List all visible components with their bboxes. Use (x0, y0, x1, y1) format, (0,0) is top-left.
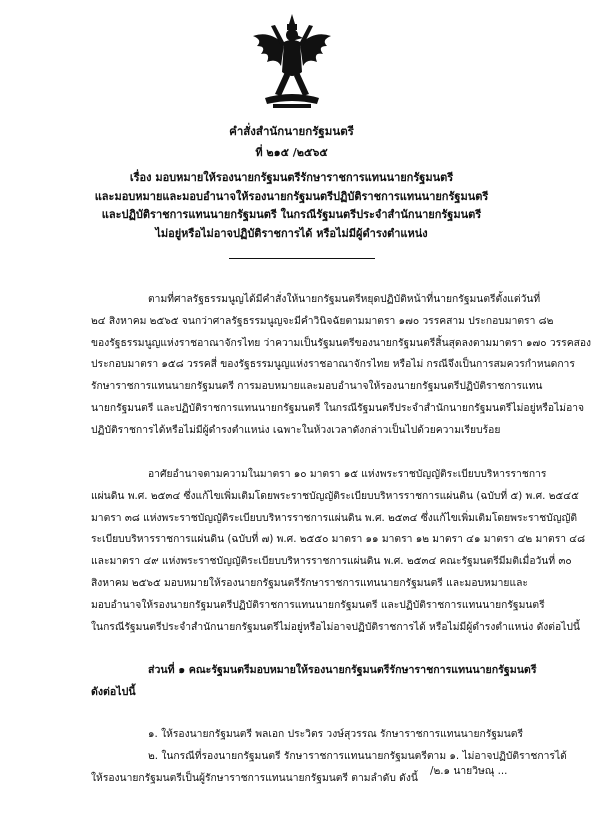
paragraph-line: รักษาราชการแทนนายกรัฐมนตรี การมอบหมายและมอบอำนาจให้รองนายกรัฐมนตรีปฏิบัติราชการแทน (91, 380, 543, 393)
subject-line: ไม่อยู่หรือไม่อาจปฏิบัติราชการได้ หรือไม่มีผู้ดำรงตำแหน่ง (155, 226, 428, 240)
paragraph-authority (91, 464, 586, 638)
subject-line: และมอบหมายและมอบอำนาจให้รองนายกรัฐมนตรีปฏิบัติราชการแทนนายกรัฐมนตรี (94, 189, 489, 203)
paragraph-line: ตามที่ศาลรัฐธรรมนูญได้มีคำสั่งให้นายกรัฐมนตรีหยุดปฏิบัติหน้าที่นายกรัฐมนตรีตั้งแต่วันที่ (148, 293, 541, 305)
items-list (91, 724, 567, 789)
paragraph-line: แผ่นดิน พ.ศ. ๒๕๓๔ ซึ่งแก้ไขเพิ่มเติมโดยพระราชบัญญัติระเบียบบริหารราชการแผ่นดิน (ฉบับที่ ๕) พ.ศ. ๒๕๔๕ (91, 489, 579, 502)
list-item: ให้รองนายกรัฐมนตรีเป็นผู้รักษาราชการแทนนายกรัฐมนตรี ตามลำดับ ดังนี้ (91, 771, 418, 784)
paragraph-line: มอบอำนาจให้รองนายกรัฐมนตรีปฏิบัติราชการแทนนายกรัฐมนตรี และปฏิบัติราชการแทนนายกรัฐมนตรี (91, 598, 545, 611)
order-number: ที่ ๒๑๕ /๒๕๖๕ (255, 146, 328, 159)
list-item: ๒. ในกรณีที่รองนายกรัฐมนตรี รักษาราชการแทนนายกรัฐมนตรีตาม ๑. ไม่อาจปฏิบัติราชการได้ (148, 749, 567, 762)
paragraph-line: และมาตรา ๔๙ แห่งพระราชบัญญัติระเบียบบริหารราชการแผ่นดิน พ.ศ. ๒๕๓๔ คณะรัฐมนตรีมีมติเมื่อวันที่ ๓๐ (91, 555, 572, 568)
section-heading-line: ดังต่อไปนี้ (91, 685, 136, 698)
divider-line (229, 258, 375, 259)
page-continuation: /๒.๑ นายวิษณุ ... (430, 765, 508, 777)
paragraph-line: ในกรณีรัฐมนตรีประจำสำนักนายกรัฐมนตรีไม่อยู่หรือไม่อาจปฏิบัติราชการได้ หรือไม่มีผู้ดำรงตำแหน่ง ดังต่อไปนี้ (91, 620, 580, 633)
paragraph-line: สิงหาคม ๒๕๖๕ มอบหมายให้รองนายกรัฐมนตรีรักษาราชการแทนนายกรัฐมนตรี และมอบหมายและ (91, 576, 528, 589)
garuda-emblem (251, 14, 333, 110)
paragraph-line: ปฏิบัติราชการได้หรือไม่มีผู้ดำรงตำแหน่ง เฉพาะในห้วงเวลาดังกล่าวเป็นไปด้วยความเรียบร้อย (91, 423, 501, 436)
subject-block (0, 169, 583, 243)
list-item: ๑. ให้รองนายกรัฐมนตรี พลเอก ประวิตร วงษ์สุวรรณ รักษาราชการแทนนายกรัฐมนตรี (148, 728, 523, 740)
section-heading-line: ส่วนที่ ๑ คณะรัฐมนตรีมอบหมายให้รองนายกรัฐมนตรีรักษาราชการแทนนายกรัฐมนตรี (148, 664, 537, 676)
subject-line: และปฏิบัติราชการแทนนายกรัฐมนตรี ในกรณีรัฐมนตรีประจำสำนักนายกรัฐมนตรี (101, 208, 482, 222)
paragraph-line: ของรัฐธรรมนูญแห่งราชอาณาจักรไทย ว่าความเป็นรัฐมนตรีของนายกรัฐมนตรีสิ้นสุดลงตามมาตรา ๑๗๐ วรรคสอง (91, 336, 591, 349)
section-heading (91, 660, 537, 704)
paragraph-line: อาศัยอำนาจตามความในมาตรา ๑๐ มาตรา ๑๕ แห่งพระราชบัญญัติระเบียบบริหารราชการ (148, 468, 547, 480)
paragraph-line: ประกอบมาตรา ๑๕๘ วรรคสี่ ของรัฐธรรมนูญแห่งราชอาณาจักรไทย หรือไม่ กรณีจึงเป็นการสมควรกำหนดการ (91, 358, 575, 371)
subject-line: เรื่อง มอบหมายให้รองนายกรัฐมนตรีรักษาราชการแทนนายกรัฐมนตรี (129, 171, 454, 184)
paragraph-line: ระเบียบบริหารราชการแผ่นดิน (ฉบับที่ ๗) พ.ศ. ๒๕๕๐ มาตรา ๑๑ มาตรา ๑๒ มาตรา ๔๑ มาตรา ๔๒ มาตรา ๔๘ (91, 533, 586, 546)
paragraph-line: นายกรัฐมนตรี และปฏิบัติราชการแทนนายกรัฐมนตรี ในกรณีรัฐมนตรีประจำสำนักนายกรัฐมนตรีไม่อยู่หรือไม่อาจ (91, 401, 585, 414)
paragraph-whereas (91, 289, 591, 442)
order-title: คำสั่งสำนักนายกรัฐมนตรี (229, 124, 354, 138)
paragraph-line: มาตรา ๓๘ แห่งพระราชบัญญัติระเบียบบริหารราชการแผ่นดิน พ.ศ. ๒๕๓๔ ซึ่งแก้ไขเพิ่มเติมโดยพระราชบัญญัติ (91, 511, 578, 524)
paragraph-line: ๒๔ สิงหาคม ๒๕๖๕ จนกว่าศาลรัฐธรรมนูญจะมีคำวินิจฉัยตามมาตรา ๑๗๐ วรรคสาม ประกอบมาตรา ๘๒ (91, 314, 554, 327)
